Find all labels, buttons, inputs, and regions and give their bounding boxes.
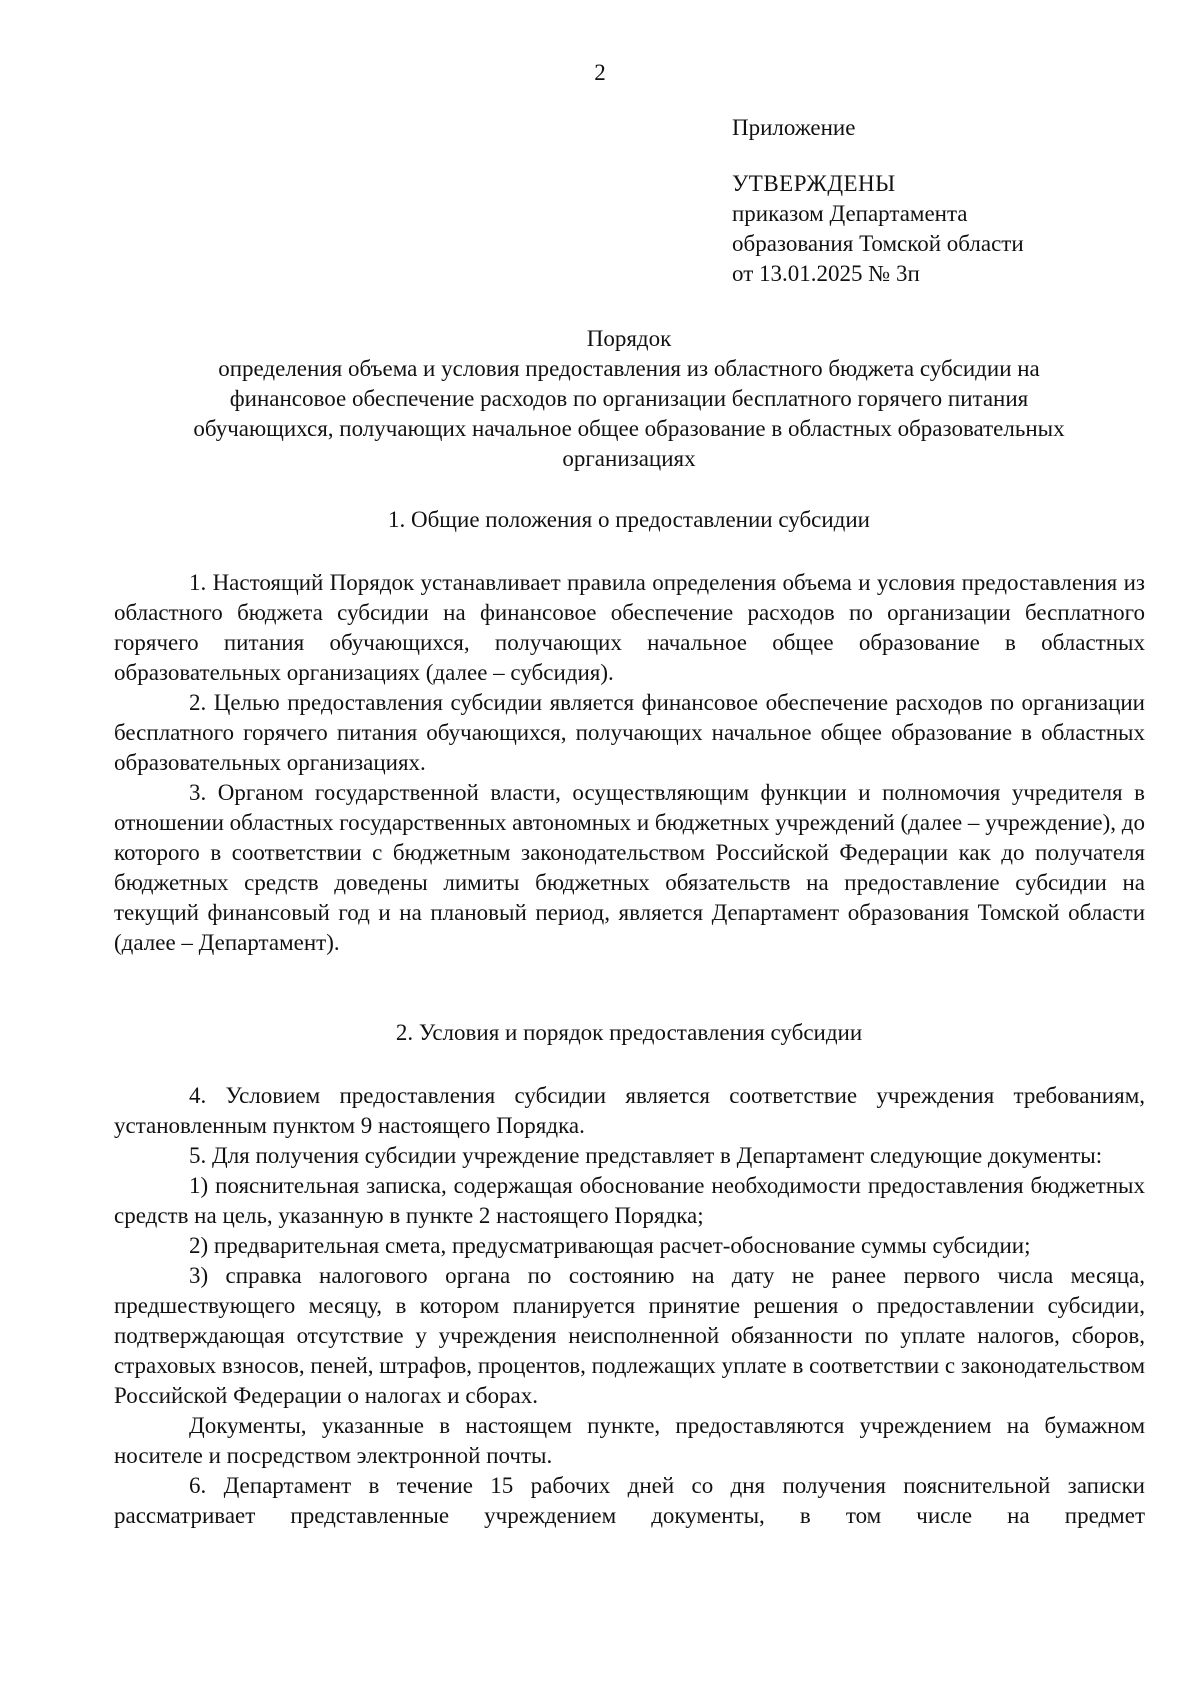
title-line: финансовое обеспечение расходов по организации бесплатного горячего питания [229,386,1029,411]
paragraph: 1. Настоящий Порядок устанавливает правила определения объема и условия предоставления из областного бюджета субсидии на финансовое обеспечение расходов по организации бесплатного горячего питания обучающихся, получающих начальное общее образование в областных образовательных организациях (далее – субсидия). [114,570,1145,685]
paragraph: 3. Органом государственной власти, осуществляющим функции и полномочия учредителя в отношении областных государственных автономных и бюджетных учреждений (далее – учреждение), до которого в соответствии с бюджетным законодательством Российской Федерации как до получателя бюджетных средств доведены лимиты бюджетных обязательств на предоставление субсидии на текущий финансовый год и на плановый период, является Департамент образования Томской области (далее – Департамент). [114,780,1145,955]
paragraph: 6. Департамент в течение 15 рабочих дней со дня получения пояснительной записки рассматривает представленные учреждением документы, в том числе на предмет [114,1473,1145,1528]
title-line: определения объема и условия предоставления из областного бюджета субсидии на [218,356,1040,381]
title-line: организациях [562,446,696,471]
section-heading: 1. Общие положения о предоставлении субсидии [388,507,870,532]
approval-block [732,113,1162,289]
approval-line: приказом Департамента [732,201,968,226]
section-heading: 2. Условия и порядок предоставления субсидии [395,1020,863,1045]
document-title [114,324,1144,474]
paragraph: 3) справка налогового органа по состоянию на дату не ранее первого числа месяца, предшествующего месяцу, в котором планируется принятие решения о предоставлении субсидии, подтверждающая отсутствие у учреждения неисполненной обязанности по уплате налогов, сборов, страховых взносов, пеней, штрафов, процентов, подлежащих уплате в соответствии с законодательством Российской Федерации о налогах и сборах. [114,1263,1145,1408]
paragraph: Документы, указанные в настоящем пункте, предоставляются учреждением на бумажном носителе и посредством электронной почты. [114,1413,1145,1468]
section-body [114,568,1145,958]
paragraph: 2. Целью предоставления субсидии является финансовое обеспечение расходов по организации бесплатного горячего питания обучающихся, получающих начальное общее образование в областных образовательных организациях. [114,690,1145,775]
paragraph: 4. Условием предоставления субсидии является соответствие учреждения требованиям, установленным пунктом 9 настоящего Порядка. [114,1083,1145,1138]
paragraph: 5. Для получения субсидии учреждение представляет в Департамент следующие документы: [189,1143,1103,1168]
page-number: 2 [594,60,606,85]
approved-label: УТВЕРЖДЕНЫ [732,171,896,196]
approval-line: образования Томской области [732,231,1024,256]
paragraph: 2) предварительная смета, предусматривающая расчет-обоснование суммы субсидии; [189,1233,1031,1258]
paragraph: 1) пояснительная записка, содержащая обоснование необходимости предоставления бюджетных средств на цель, указанную в пункте 2 настоящего Порядка; [114,1173,1145,1228]
title-line: обучающихся, получающих начальное общее образование в областных образовательных [193,416,1065,441]
appendix-label: Приложение [732,115,856,140]
section-body [114,1081,1145,1531]
title-heading: Порядок [586,326,672,351]
approval-line: от 13.01.2025 № 3п [732,261,920,286]
